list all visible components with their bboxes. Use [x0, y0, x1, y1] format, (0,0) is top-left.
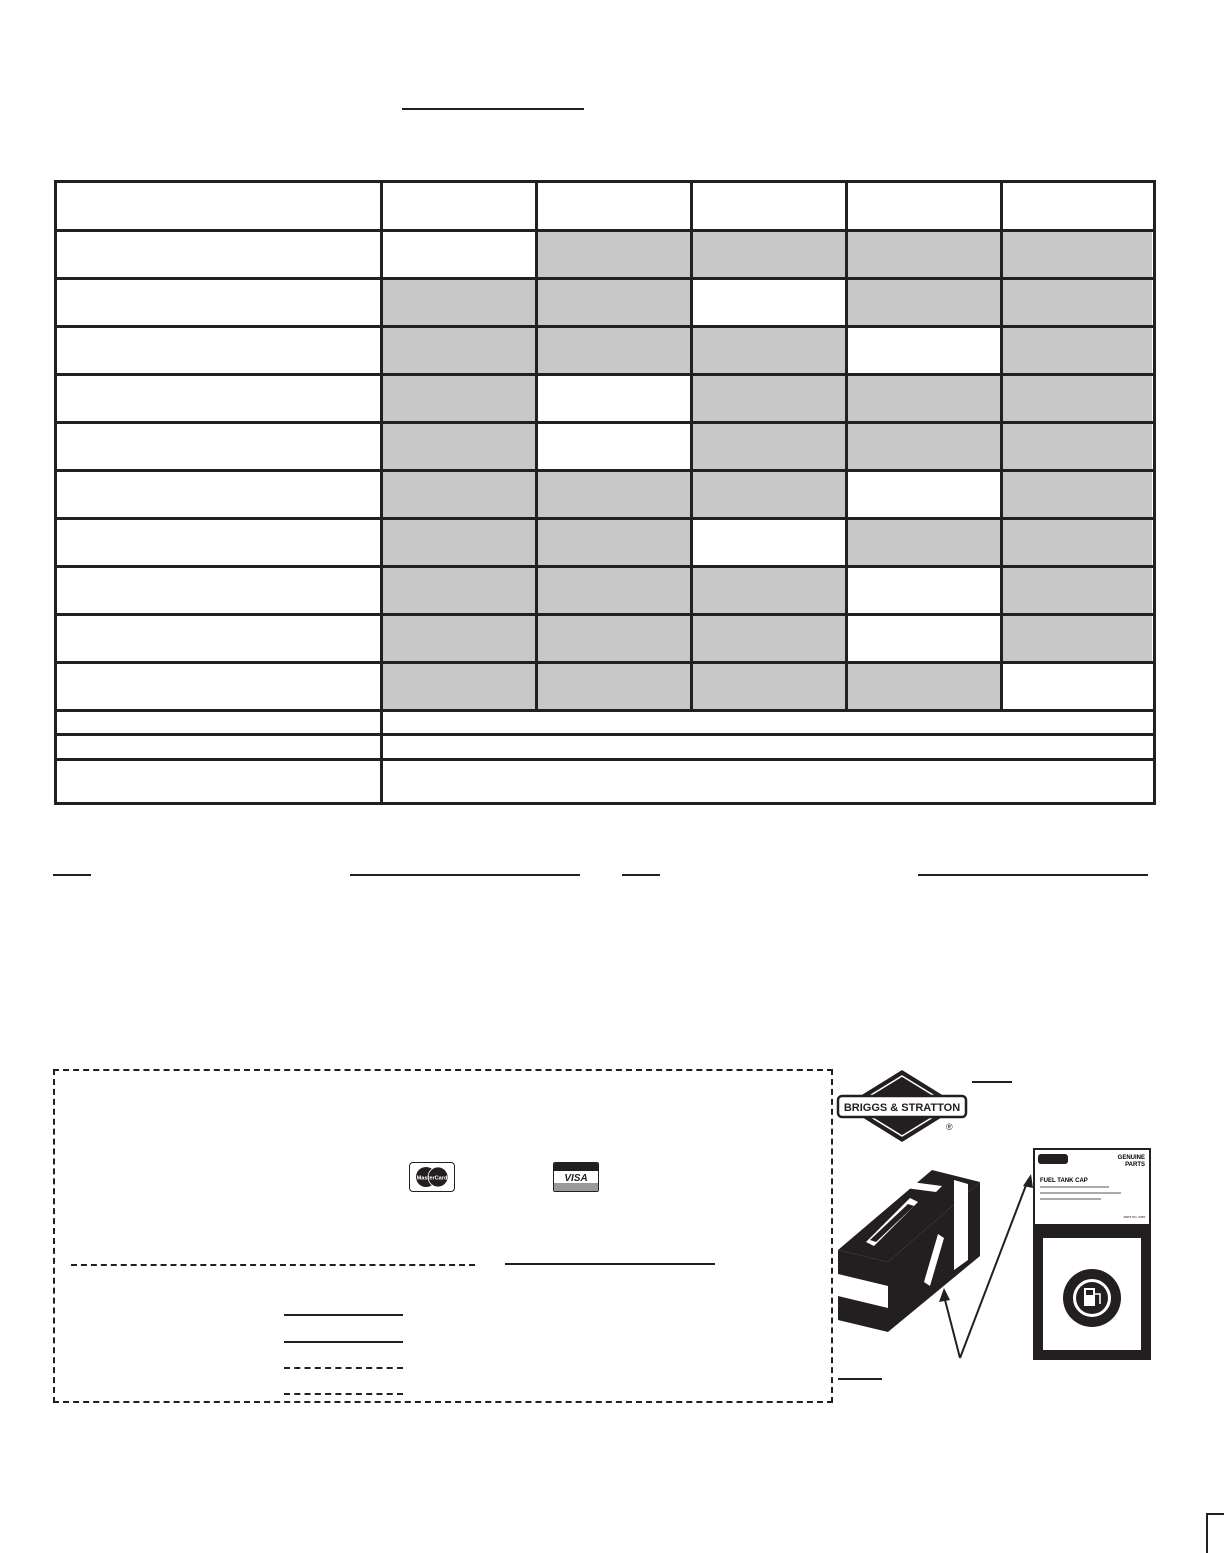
grid-column-line: [690, 183, 693, 230]
grid-column-line: [1000, 374, 1003, 422]
grid-column-line: [845, 326, 848, 374]
grid-column-line: [845, 422, 848, 470]
shaded-cell: [383, 280, 535, 325]
visa-icon: [553, 1162, 599, 1192]
box-callout-underline: [838, 1378, 882, 1380]
grid-column-line: [845, 374, 848, 422]
shaded-cell: [693, 664, 845, 709]
grid-column-line: [845, 566, 848, 614]
shaded-cell: [538, 232, 690, 277]
order-coupon: [53, 1069, 833, 1403]
shaded-cell: [693, 472, 845, 517]
shaded-cell: [693, 328, 845, 373]
check-cell: [1003, 664, 1152, 709]
grid-column-line: [845, 183, 848, 230]
right-entry-underline: [918, 874, 1148, 876]
grid-column-line: [535, 230, 538, 278]
shaded-cell: [538, 280, 690, 325]
shaded-cell: [848, 520, 1000, 565]
grid-column-line: [535, 566, 538, 614]
check-cell: [848, 616, 1000, 661]
grid-column-line: [535, 422, 538, 470]
shaded-cell: [538, 568, 690, 613]
grid-column-line: [535, 183, 538, 230]
grid-column-line: [380, 470, 383, 518]
amount-underline-1: [284, 1314, 403, 1316]
pointer-arrows: [930, 1170, 1040, 1370]
grid-column-line: [380, 183, 383, 230]
grid-column-line: [690, 470, 693, 518]
grid-column-line: [380, 614, 383, 662]
amount-underline-3: [284, 1367, 403, 1369]
shaded-cell: [383, 664, 535, 709]
brand-logo-text: BRIGGS & STRATTON: [843, 1102, 961, 1114]
shaded-cell: [538, 664, 690, 709]
grid-column-line: [690, 662, 693, 710]
grid-column-line: [380, 734, 383, 759]
grid-column-line: [380, 710, 383, 734]
grid-column-line: [690, 374, 693, 422]
grid-column-line: [535, 662, 538, 710]
grid-column-line: [535, 518, 538, 566]
shaded-cell: [693, 232, 845, 277]
grid-column-line: [380, 278, 383, 326]
right-label-underline: [622, 874, 660, 876]
shaded-cell: [538, 520, 690, 565]
grid-column-line: [380, 518, 383, 566]
shaded-cell: [848, 376, 1000, 421]
check-cell: [383, 232, 535, 277]
grid-column-line: [380, 662, 383, 710]
shaded-cell: [1003, 232, 1152, 277]
check-cell: [693, 280, 845, 325]
shaded-cell: [848, 280, 1000, 325]
check-cell: [538, 424, 690, 469]
check-cell: [538, 376, 690, 421]
check-cell: [848, 472, 1000, 517]
shaded-cell: [848, 424, 1000, 469]
grid-column-line: [380, 230, 383, 278]
shaded-cell: [383, 328, 535, 373]
shaded-cell: [383, 568, 535, 613]
grid-column-line: [690, 278, 693, 326]
grid-column-line: [380, 374, 383, 422]
shaded-cell: [693, 424, 845, 469]
grid-row-line: [57, 733, 1153, 736]
title-underline: [402, 108, 584, 110]
left-label-underline: [53, 874, 91, 876]
check-cell: [848, 328, 1000, 373]
part-card-header-2: PARTS: [1125, 1162, 1145, 1168]
shaded-cell: [538, 616, 690, 661]
grid-column-line: [690, 614, 693, 662]
shaded-cell: [1003, 328, 1152, 373]
check-cell: [848, 568, 1000, 613]
fuel-cap-icon: [1063, 1269, 1121, 1327]
shaded-cell: [848, 664, 1000, 709]
part-card-header-1: GENUINE: [1117, 1155, 1145, 1161]
shaded-cell: [383, 424, 535, 469]
grid-column-line: [690, 566, 693, 614]
shaded-cell: [693, 568, 845, 613]
grid-column-line: [535, 278, 538, 326]
shaded-cell: [1003, 424, 1152, 469]
grid-column-line: [380, 422, 383, 470]
grid-column-line: [380, 326, 383, 374]
grid-column-line: [845, 470, 848, 518]
shaded-cell: [1003, 616, 1152, 661]
grid-column-line: [845, 614, 848, 662]
shaded-cell: [848, 232, 1000, 277]
page-corner-mark: [1206, 1513, 1224, 1553]
grid-row-line: [57, 758, 1153, 761]
grid-column-line: [535, 326, 538, 374]
grid-column-line: [1000, 183, 1003, 230]
grid-column-line: [1000, 662, 1003, 710]
grid-column-line: [1000, 326, 1003, 374]
shaded-cell: [1003, 280, 1152, 325]
part-card-part-number: PART NO. 2345: [1123, 1215, 1145, 1219]
grid-column-line: [1000, 614, 1003, 662]
grid-column-line: [1000, 518, 1003, 566]
shaded-cell: [383, 376, 535, 421]
maintenance-schedule-table: [54, 180, 1156, 805]
grid-column-line: [1000, 566, 1003, 614]
grid-column-line: [845, 230, 848, 278]
grid-column-line: [690, 230, 693, 278]
mastercard-icon: [409, 1162, 455, 1192]
left-entry-underline: [350, 874, 580, 876]
part-card-product-name: FUEL TANK CAP: [1040, 1178, 1088, 1184]
grid-column-line: [535, 374, 538, 422]
registered-mark: ®: [946, 1122, 953, 1132]
shaded-cell: [1003, 472, 1152, 517]
mastercard-logo-text: MasterCard: [416, 1175, 448, 1182]
expiration-underline: [505, 1263, 715, 1265]
grid-column-line: [535, 470, 538, 518]
shaded-cell: [383, 616, 535, 661]
logo-callout-underline: [972, 1081, 1012, 1083]
grid-column-line: [1000, 278, 1003, 326]
grid-column-line: [690, 518, 693, 566]
check-cell: [693, 520, 845, 565]
shaded-cell: [693, 616, 845, 661]
grid-column-line: [845, 662, 848, 710]
grid-column-line: [1000, 470, 1003, 518]
grid-column-line: [1000, 230, 1003, 278]
amount-underline-4: [284, 1393, 403, 1395]
brand-logo: [836, 1068, 970, 1148]
shaded-cell: [1003, 520, 1152, 565]
grid-column-line: [845, 278, 848, 326]
grid-column-line: [845, 518, 848, 566]
amount-underline-2: [284, 1341, 403, 1343]
shaded-cell: [383, 472, 535, 517]
shaded-cell: [538, 328, 690, 373]
genuine-parts-card: [1033, 1148, 1151, 1360]
grid-column-line: [380, 566, 383, 614]
shaded-cell: [693, 376, 845, 421]
card-number-underline: [71, 1264, 475, 1266]
grid-column-line: [690, 326, 693, 374]
shaded-cell: [538, 472, 690, 517]
grid-column-line: [535, 614, 538, 662]
visa-logo-text: VISA: [564, 1173, 588, 1184]
grid-row-line: [57, 709, 1153, 712]
grid-column-line: [380, 759, 383, 802]
shaded-cell: [1003, 376, 1152, 421]
grid-column-line: [690, 422, 693, 470]
shaded-cell: [383, 520, 535, 565]
grid-column-line: [1000, 422, 1003, 470]
shaded-cell: [1003, 568, 1152, 613]
